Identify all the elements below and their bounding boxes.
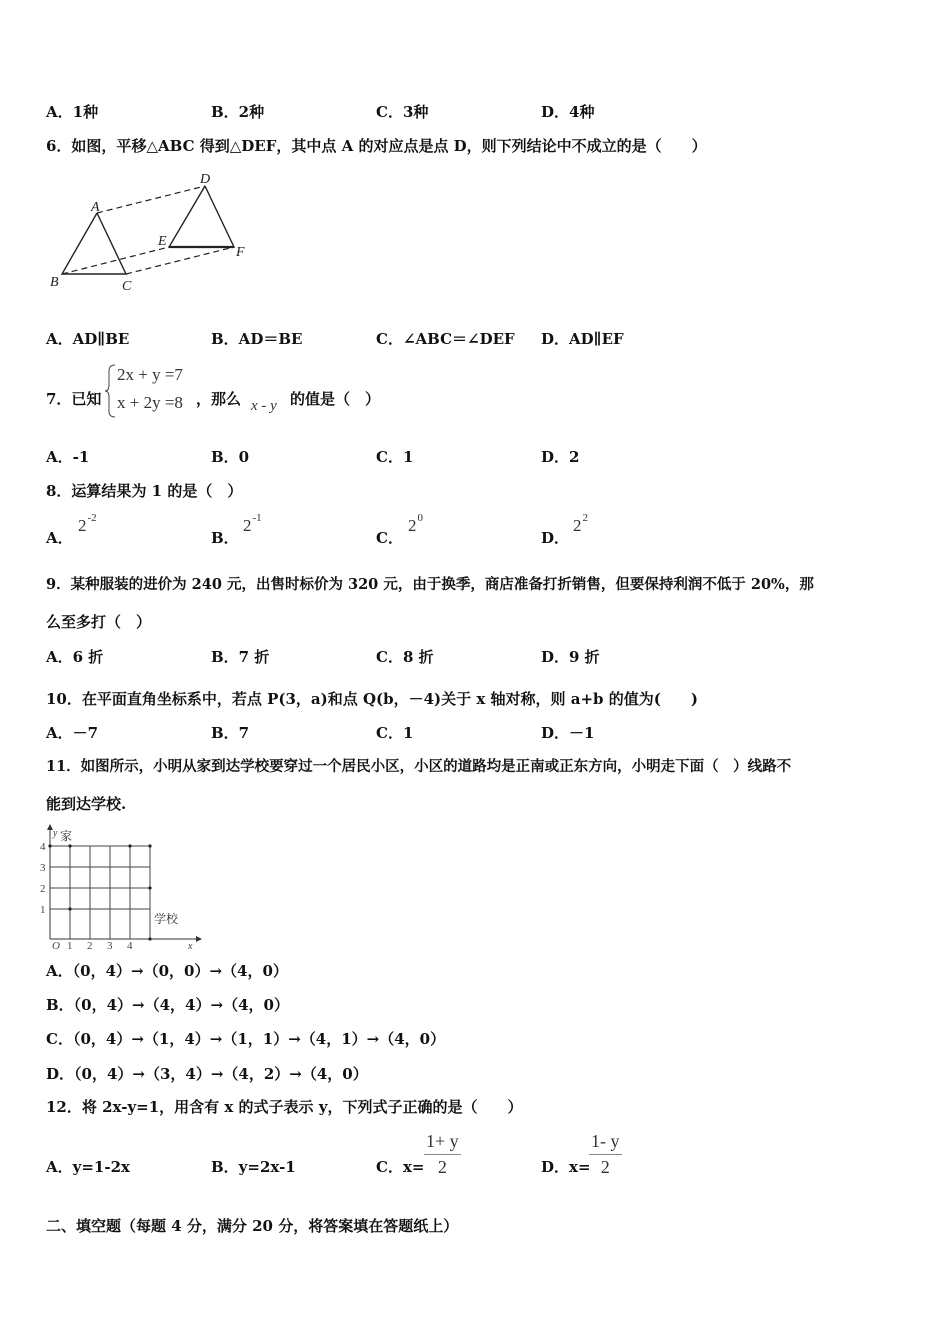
q12-option-a: A．y=1-2x (46, 1158, 130, 1176)
q5-option-d: D．4种 (541, 103, 595, 121)
q8-option-c-label: C． (376, 529, 403, 547)
q5-option-c: C．3种 (376, 103, 429, 121)
q6-option-a: A．AD∥BE (46, 330, 130, 348)
y-axis-label: y (53, 828, 58, 839)
q9-stem-line1: 9．某种服装的进价为 240 元，出售时标价为 320 元，由于换季，商店准备打折销售，但要保持利润不低于 20%，那 (46, 576, 814, 593)
q8-option-b-label: B． (211, 529, 239, 547)
q5-option-a: A．1种 (46, 103, 99, 121)
q12-stem: 12．将 2x-y=1，用含有 x 的式子表示 y，下列式子正确的是（ ） (46, 1098, 523, 1116)
q8-option-c (376, 512, 423, 548)
q12-option-c-label: C．x= (376, 1158, 425, 1176)
q11-grid-figure (40, 822, 204, 952)
q10-option-d: D．－1 (541, 724, 595, 742)
label-b: B (50, 275, 59, 290)
q8-option-a-label: A． (46, 529, 73, 547)
q7-option-d: D．2 (541, 448, 580, 466)
svg-text:4: 4 (127, 940, 133, 952)
label-e: E (158, 234, 167, 249)
left-brace-icon (104, 363, 118, 419)
q10-option-b: B．7 (211, 724, 250, 742)
q12-option-d-fraction: $\frac{1- y}{2}$ (591, 1131, 620, 1177)
svg-text:1: 1 (40, 904, 46, 916)
svg-text:4: 4 (40, 841, 46, 853)
label-d: D (200, 172, 211, 187)
q11-stem-line2: 能到达学校. (46, 795, 127, 813)
q5-option-b: B．2种 (211, 103, 265, 121)
q7-suffix: 的值是（ ） (290, 390, 381, 408)
q6-translation-figure (40, 166, 270, 296)
q7-middle: ，那么 (196, 390, 242, 408)
q6-option-c: C．∠ABC＝∠DEF (376, 330, 515, 348)
origin-label: O (52, 940, 60, 952)
home-label: 家 (60, 829, 73, 843)
q11-stem-line1: 11．如图所示，小明从家到达学校要穿过一个居民小区，小区的道路均是正南或正东方向，小明走下面（ ）线路不 (46, 758, 792, 775)
x-axis-label: x (188, 941, 193, 952)
q12-option-d-label: D．x= (541, 1158, 591, 1176)
q9-option-d: D．9 折 (541, 648, 600, 666)
q7-expression: x - y (251, 398, 277, 414)
q12-option-b: B．y=2x-1 (211, 1158, 296, 1176)
school-label: 学校 (154, 912, 179, 926)
q10-option-a: A．－7 (46, 724, 99, 742)
q8-option-a-power: $2^{-2}$ (78, 512, 97, 535)
q9-option-a: A．6 折 (46, 648, 104, 666)
q7-equation-1: 2x + y =7 (117, 365, 183, 384)
q11-option-d: D．（0，4）→（3，4）→（4，2）→（4，0） (46, 1065, 368, 1083)
svg-text:3: 3 (40, 862, 46, 874)
q8-option-d (541, 512, 588, 548)
q6-stem: 6．如图，平移△ABC 得到△DEF，其中点 A 的对应点是点 D，则下列结论中不成立的是（ ） (46, 137, 707, 155)
q8-option-a (46, 512, 97, 548)
q7-equation-2: x + 2y =8 (117, 393, 183, 412)
q11-option-b: B．（0，4）→（4，4）→（4，0） (46, 996, 289, 1014)
q7-option-a: A．-1 (46, 448, 90, 466)
q11-option-a: A．（0，4）→（0，0）→（4，0） (46, 962, 288, 980)
q10-stem: 10．在平面直角坐标系中，若点 P(3，a)和点 Q(b，－4)关于 x 轴对称，则 a+b 的值为( ) (46, 690, 698, 708)
q8-option-d-label: D． (541, 529, 570, 547)
svg-text:3: 3 (107, 940, 113, 952)
q9-option-b: B．7 折 (211, 648, 270, 666)
q7-prefix: 7．已知 (46, 390, 102, 408)
q8-option-d-power: $2^2$ (573, 512, 588, 535)
q8-option-c-power: $2^0$ (408, 512, 423, 535)
q11-option-c: C．（0，4）→（1，4）→（1，1）→（4，1）→（4，0） (46, 1030, 446, 1048)
q6-option-d: D．AD∥EF (541, 330, 624, 348)
q9-stem-line2: 么至多打（ ） (46, 613, 152, 631)
q7-option-b: B．0 (211, 448, 250, 466)
section-2-title: 二、填空题（每题 4 分，满分 20 分，将答案填在答题纸上） (46, 1217, 459, 1235)
label-a: A (91, 200, 100, 215)
q8-stem: 8．运算结果为 1 的是（ ） (46, 482, 243, 500)
label-f: F (236, 245, 245, 260)
q10-option-c: C．1 (376, 724, 414, 742)
svg-text:2: 2 (87, 940, 93, 952)
q6-option-b: B．AD＝BE (211, 330, 303, 348)
label-c: C (122, 279, 132, 294)
svg-text:2: 2 (40, 883, 46, 895)
q9-option-c: C．8 折 (376, 648, 434, 666)
q8-option-b (211, 512, 262, 548)
q8-option-b-power: $2^{-1}$ (243, 512, 262, 535)
svg-text:1: 1 (67, 940, 73, 952)
q7-option-c: C．1 (376, 448, 414, 466)
q12-option-c-fraction: $\frac{1+ y}{2}$ (426, 1131, 459, 1177)
